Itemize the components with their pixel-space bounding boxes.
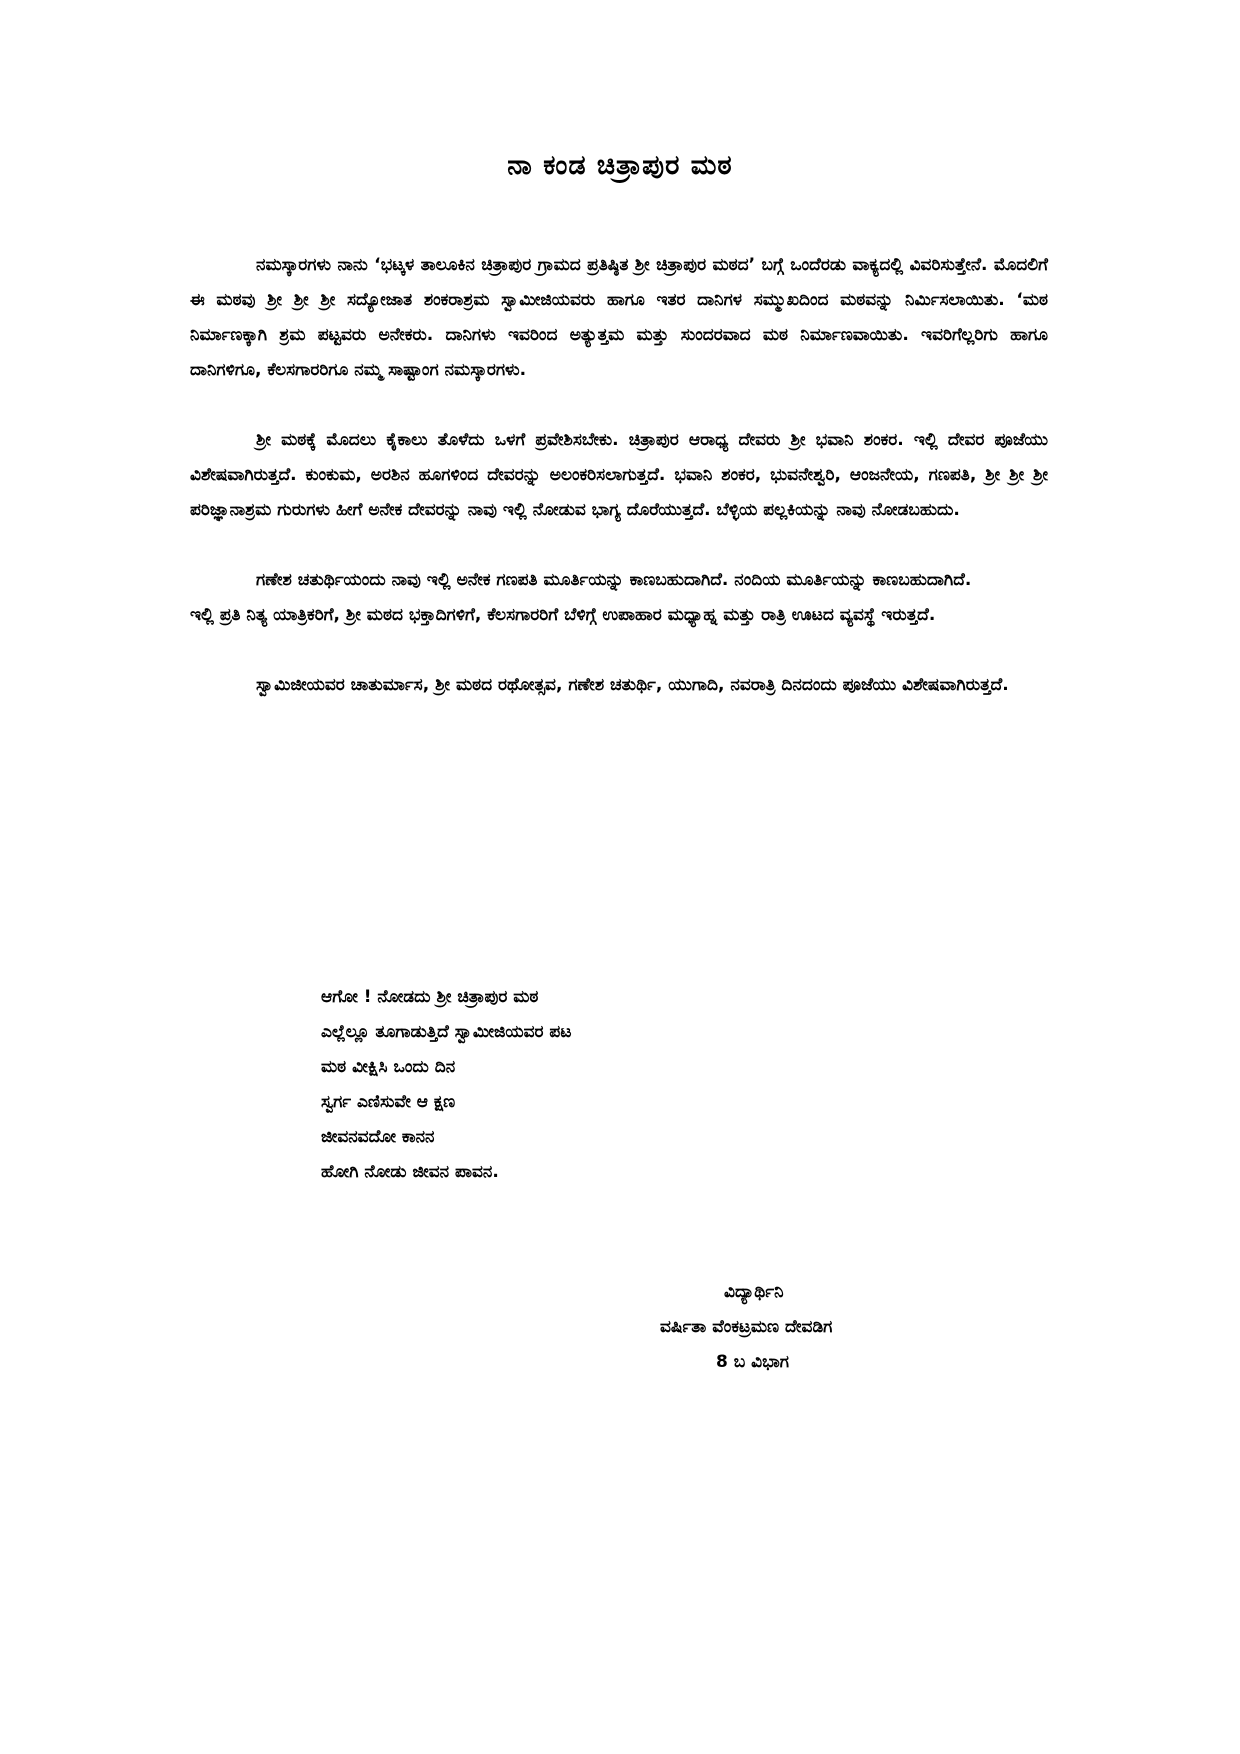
document-title: ನಾ ಕಂಡ ಚಿತ್ರಾಪುರ ಮಠ: [507, 150, 733, 181]
paragraph-ganesha-chaturthi: ಗಣೇಶ ಚತುರ್ಥಿಯಂದು ನಾವು ಇಲ್ಲಿ ಅನೇಕ ಗಣಪತಿ ಮೂರ್ತಿಯನ್ನು ಕಾಣಬಹುದಾಗಿದೆ. ನಂದಿಯ ಮೂರ್ತಿಯನ್ನು ಕಾಣಬಹುದಾಗಿದೆ.: [256, 570, 972, 590]
poem: [321, 980, 571, 1190]
signature-block: [650, 1275, 950, 1380]
paragraph-introduction: ನಮಸ್ಕಾರಗಳು ನಾನು ‘ಭಟ್ಕಳ ತಾಲೂಕಿನ ಚಿತ್ರಾಪುರ ಗ್ರಾಮದ ಪ್ರತಿಷ್ಠಿತ ಶ್ರೀ ಚಿತ್ರಾಪುರ ಮಠದ’ ಬಗ್ಗೆ ಒಂದೆರಡು ವಾಕ್ಯದಲ್ಲಿ ವಿವರಿಸುತ್ತೇನೆ. ಮೊದಲಿಗೆ ಈ ಮಠವು ಶ್ರೀ ಶ್ರೀ ಶ್ರೀ ಸದ್ಯೋಜಾತ ಶಂಕರಾಶ್ರಮ ಸ್ವಾಮೀಜಿಯವರು ಹಾಗೂ ಇತರ ದಾನಿಗಳ ಸಮ್ಮುಖದಿಂದ ಮಠವನ್ನು ನಿರ್ಮಿಸಲಾಯಿತು. ‘ಮಠ ನಿರ್ಮಾಣಕ್ಕಾಗಿ ಶ್ರಮ ಪಟ್ಟವರು ಅನೇಕರು. ದಾನಿಗಳು ಇವರಿಂದ ಅತ್ಯುತ್ತಮ ಮತ್ತು ಸುಂದರವಾದ ಮಠ ನಿರ್ಮಾಣವಾಯಿತು. ಇವರಿಗೆಲ್ಲರಿಗು ಹಾಗೂ ದಾನಿಗಳಿಗೂ, ಕೆಲಸಗಾರರಿಗೂ ನಮ್ಮ ಸಾಷ್ಟಾಂಗ ನಮಸ್ಕಾರಗಳು.: [190, 255, 1048, 380]
paragraph-deities: ಶ್ರೀ ಮಠಕ್ಕೆ ಮೊದಲು ಕೈಕಾಲು ತೊಳೆದು ಒಳಗೆ ಪ್ರವೇಶಿಸಬೇಕು. ಚಿತ್ರಾಪುರ ಆರಾಧ್ಯ ದೇವರು ಶ್ರೀ ಭವಾನಿ ಶಂಕರ. ಇಲ್ಲಿ ದೇವರ ಪೂಜೆಯು ವಿಶೇಷವಾಗಿರುತ್ತದೆ. ಕುಂಕುಮ, ಅರಶಿನ ಹೂಗಳಿಂದ ದೇವರನ್ನು ಅಲಂಕರಿಸಲಾಗುತ್ತದೆ. ಭವಾನಿ ಶಂಕರ, ಭುವನೇಶ್ವರಿ, ಆಂಜನೇಯ, ಗಣಪತಿ, ಶ್ರೀ ಶ್ರೀ ಶ್ರೀ ಪರಿಜ್ಞಾನಾಶ್ರಮ ಗುರುಗಳು ಹೀಗೆ ಅನೇಕ ದೇವರನ್ನು ನಾವು ಇಲ್ಲಿ ನೋಡುವ ಭಾಗ್ಯ ದೊರೆಯುತ್ತದೆ. ಬೆಳ್ಳಿಯ ಪಲ್ಲಕಿಯನ್ನು ನಾವು ನೋಡಬಹುದು.: [190, 430, 1048, 520]
signature-class: 8 ಬ ವಿಭಾಗ: [716, 1352, 789, 1372]
paragraph-festivals: ಸ್ವಾಮಿಜೀಯವರ ಚಾತುರ್ಮಾಸ, ಶ್ರೀ ಮಠದ ರಥೋತ್ಸವ, ಗಣೇಶ ಚತುರ್ಥಿ, ಯುಗಾದಿ, ನವರಾತ್ರಿ ದಿನದಂದು ಪೂಜೆಯು ವಿಶೇಷವಾಗಿರುತ್ತದೆ.: [256, 675, 1009, 695]
paragraph-meals: ಇಲ್ಲಿ ಪ್ರತಿ ನಿತ್ಯ ಯಾತ್ರಿಕರಿಗೆ, ಶ್ರೀ ಮಠದ ಭಕ್ತಾದಿಗಳಿಗೆ, ಕೆಲಸಗಾರರಿಗೆ ಬೆಳಿಗ್ಗೆ ಉಪಾಹಾರ ಮಧ್ಯಾಹ್ನ ಮತ್ತು ರಾತ್ರಿ ಊಟದ ವ್ಯವಸ್ಥೆ ಇರುತ್ತದೆ.: [190, 605, 936, 625]
signature-name: ವರ್ಷಿತಾ ವೆಂಕಟ್ರಮಣ ದೇವಡಿಗ: [660, 1317, 833, 1337]
poem-line: ಹೋಗಿ ನೋಡು ಜೀವನ ಪಾವನ.: [321, 1162, 499, 1182]
poem-line: ಎಲ್ಲೆಲ್ಲೂ ತೂಗಾಡುತ್ತಿದೆ ಸ್ವಾಮೀಜಿಯವರ ಪಟ: [321, 1022, 572, 1042]
poem-line: ಸ್ವರ್ಗ ಎಣಿಸುವೇ ಆ ಕ್ಷಣ: [321, 1092, 456, 1112]
poem-line: ಆಗೋ ! ನೋಡದು ಶ್ರೀ ಚಿತ್ರಾಪುರ ಮಠ: [321, 987, 539, 1007]
poem-line: ಜೀವನವದೋ ಕಾನನ: [321, 1127, 435, 1147]
poem-line: ಮಠ ವೀಕ್ಷಿಸಿ ಒಂದು ದಿನ: [321, 1057, 456, 1077]
signature-role: ವಿದ್ಯಾರ್ಥಿನಿ: [724, 1282, 784, 1302]
document-body: [190, 248, 1048, 738]
